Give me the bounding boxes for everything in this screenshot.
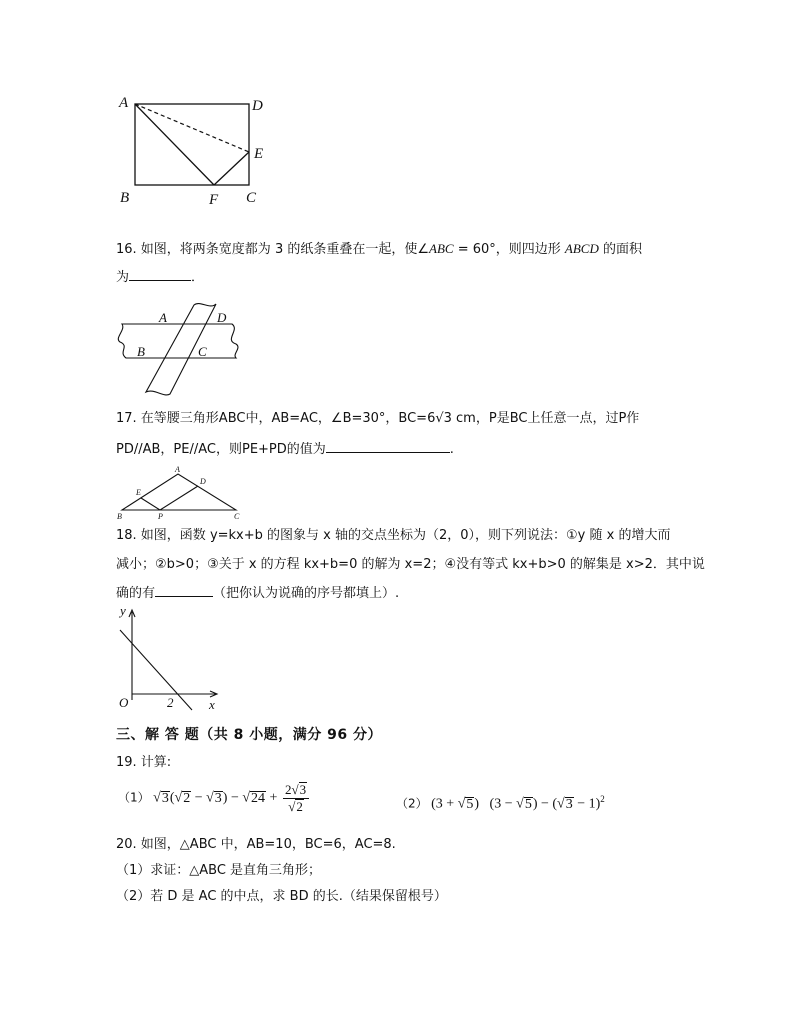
label-c: C xyxy=(234,512,240,520)
label-b: B xyxy=(137,344,145,359)
q19-part1: （1） √3(√2 − √3) − √24 + $\frac{2√3}{√2}$ xyxy=(118,782,311,815)
q20-line1: 20. 如图，△ABC 中，AB=10，BC=6，AC=8. xyxy=(116,837,396,852)
segment-pe xyxy=(141,498,160,510)
label-b: B xyxy=(120,190,130,206)
q19-title: 19. 计算: xyxy=(116,755,172,770)
label-p: P xyxy=(158,512,163,520)
segment-ae-dashed xyxy=(135,104,249,152)
label-x: x xyxy=(209,697,215,712)
label-a: A xyxy=(175,465,180,474)
q18-line1: 18. 如图，函数 y=kx+b 的图象与 x 轴的交点坐标为（2，0），则下列说法：①y 随 x 的增大而 xyxy=(116,528,671,543)
answer-blank-16[interactable] xyxy=(129,268,191,281)
segment-fe xyxy=(214,152,249,185)
figure-paper-strips xyxy=(114,300,244,400)
figure-linear-graph xyxy=(112,604,224,716)
figure-isosceles-triangle xyxy=(114,464,246,520)
q16-line1: 16. 如图，将两条宽度都为 3 的纸条重叠在一起，使∠ABC = 60°，则四边形 ABCD 的面积 xyxy=(116,241,642,257)
label-d: D xyxy=(217,310,227,325)
label-two: 2 xyxy=(167,695,174,710)
label-b: B xyxy=(117,512,122,520)
q19-part2: （2） (3 + √5) $(3 - √5) - (√3 - 1)^2$ xyxy=(396,794,605,812)
fraction: $\frac{2√3}{√2}$ xyxy=(283,782,309,815)
label-a: A xyxy=(119,95,129,111)
figure-rectangle-fold xyxy=(112,92,272,210)
q17-line2: PD//AB，PE//AC，则PE+PD的值为 . xyxy=(116,442,454,457)
q18-line2: 减小；②b>0；③关于 x 的方程 kx+b=0 的解为 x=2；④没有等式 kx+b>0 的解集是 x>2．其中说 xyxy=(116,557,705,572)
label-y: y xyxy=(120,604,126,618)
label-c: C xyxy=(246,190,257,206)
q20-line3: （2）若 D 是 AC 的中点，求 BD 的长.（结果保留根号） xyxy=(116,889,447,904)
label-d: D xyxy=(200,477,206,486)
q18-line3: 确的有 （把你认为说确的序号都填上）. xyxy=(116,586,400,601)
section-heading: 三、解 答 题（共 8 小题，满分 96 分） xyxy=(116,727,382,743)
label-e: E xyxy=(136,488,141,497)
q17-line1: 17. 在等腰三角形ABC中，AB=AC，∠B=30°，BC=6√3 cm，P是BC上任意一点，过P作 xyxy=(116,411,640,426)
segment-af xyxy=(135,104,214,185)
label-origin: O xyxy=(119,695,129,710)
label-a: A xyxy=(159,310,167,325)
q20-line2: （1）求证：△ABC 是直角三角形； xyxy=(116,863,322,878)
answer-blank-18[interactable] xyxy=(155,584,213,597)
label-d: D xyxy=(252,98,263,114)
answer-blank-17[interactable] xyxy=(326,440,450,453)
q16-line2: 为 ． xyxy=(116,270,205,285)
label-c: C xyxy=(198,344,207,359)
label-f: F xyxy=(209,192,219,208)
function-line xyxy=(120,630,192,710)
label-e: E xyxy=(254,146,264,162)
segment-pd xyxy=(160,486,198,510)
